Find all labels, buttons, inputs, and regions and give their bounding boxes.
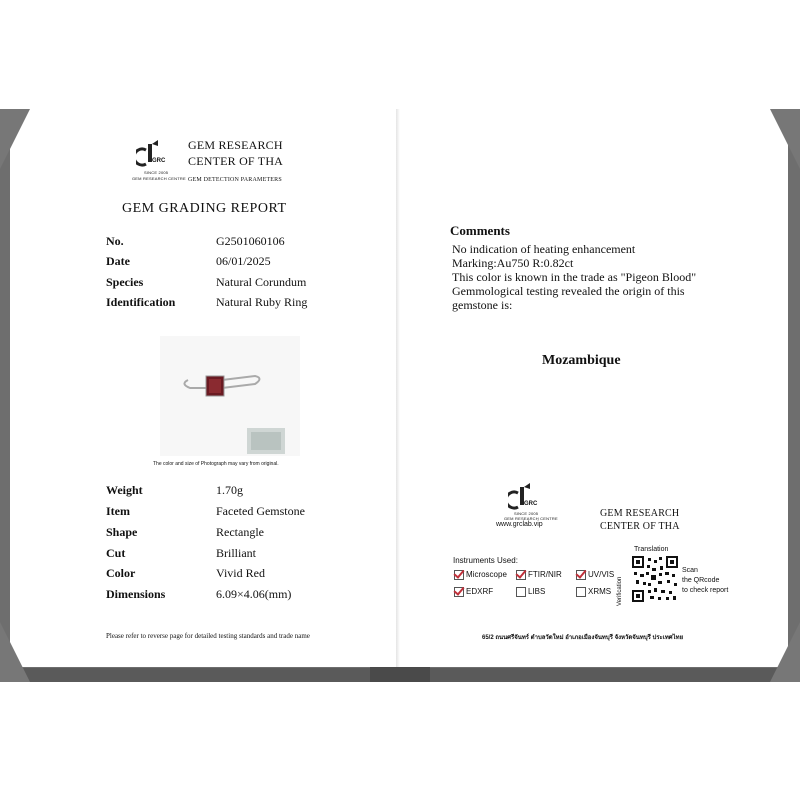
instrument-label: EDXRF — [466, 587, 494, 596]
org-name-line2: CENTER OF THA — [188, 154, 284, 168]
org-subtitle: GEM DETECTION PARAMETERS — [188, 177, 282, 183]
instruments-title: Instruments Used: — [453, 556, 518, 565]
corner-top-right — [770, 109, 800, 169]
checkbox-xrms — [576, 587, 586, 597]
qr-code[interactable] — [632, 556, 678, 602]
website[interactable]: www.grclab.vip — [496, 521, 543, 528]
qr-scan-line: Scan — [682, 567, 698, 574]
ring-image — [160, 336, 300, 456]
field-label-weight: Weight — [106, 483, 143, 497]
qr-translation-label: Translation — [634, 546, 669, 553]
field-value-no: G2501060106 — [216, 234, 285, 248]
qr-verification-label: Verification — [617, 576, 623, 606]
field-label-dimensions: Dimensions — [106, 587, 166, 601]
field-label-date: Date — [106, 254, 130, 268]
instrument-label: UV/VIS — [588, 570, 615, 579]
comment-line: This color is known in the trade as "Pigeon Blood" — [452, 270, 697, 284]
field-value-identification: Natural Ruby Ring — [216, 295, 308, 309]
report-title: GEM GRADING REPORT — [122, 201, 287, 216]
comment-line: Gemmological testing revealed the origin of this — [452, 284, 685, 298]
grc-logo-icon — [136, 140, 176, 170]
field-value-cut: Brilliant — [216, 546, 256, 560]
ring-photo — [160, 336, 300, 456]
origin-country: Mozambique — [542, 353, 621, 368]
instrument-label: FTIR/NIR — [528, 570, 562, 579]
field-value-weight: 1.70g — [216, 483, 243, 497]
comment-line: Marking:Au750 R:0.82ct — [452, 256, 574, 270]
grc-logo — [132, 140, 186, 182]
folder-spine — [370, 666, 430, 682]
field-label-item: Item — [106, 504, 130, 518]
checkbox-ftir — [516, 570, 526, 580]
org-name-line2: CENTER OF THA — [600, 521, 680, 532]
field-value-species: Natural Corundum — [216, 275, 307, 289]
qr-scan-line: to check report — [682, 587, 729, 594]
field-label-shape: Shape — [106, 525, 138, 539]
checkbox-libs — [516, 587, 526, 597]
instrument-label: XRMS — [588, 587, 612, 596]
right-page — [400, 109, 788, 667]
field-label-species: Species — [106, 275, 144, 289]
instrument-label: LIBS — [528, 587, 546, 596]
photo-caption: The color and size of Photograph may vary from original. — [153, 461, 279, 467]
logo-since: SINCE 2005 — [514, 511, 539, 516]
checkbox-microscope — [454, 570, 464, 580]
comment-line: gemstone is: — [452, 298, 513, 312]
field-label-cut: Cut — [106, 546, 126, 560]
comment-line: No indication of heating enhancement — [452, 242, 636, 256]
qr-code-icon — [632, 556, 678, 602]
footer-note: Please refer to reverse page for detailed testing standards and trade name — [106, 632, 310, 640]
org-name-line1: GEM RESEARCH — [188, 138, 283, 152]
logo-centre: GEM RESEARCH CENTRE — [504, 516, 558, 521]
field-value-color: Vivid Red — [216, 566, 265, 580]
corner-top-left — [0, 109, 30, 169]
field-value-shape: Rectangle — [216, 525, 264, 539]
corner-bottom-right — [770, 622, 800, 682]
page-fold — [396, 109, 400, 667]
field-value-item: Faceted Gemstone — [216, 504, 305, 518]
logo-text: GRC — [152, 158, 166, 164]
field-label-color: Color — [106, 566, 136, 580]
checkbox-edxrf — [454, 587, 464, 597]
field-label-no: No. — [106, 234, 124, 248]
grc-logo-icon — [508, 483, 548, 513]
field-value-date: 06/01/2025 — [216, 254, 271, 268]
comments-title: Comments — [450, 223, 510, 238]
checkbox-uvvis — [576, 570, 586, 580]
logo-since: SINCE 2005 — [144, 170, 169, 175]
qr-scan-line: the QRcode — [682, 577, 720, 584]
corner-bottom-left — [0, 622, 30, 682]
instrument-label: Microscope — [466, 570, 507, 579]
field-value-dimensions: 6.09×4.06(mm) — [216, 587, 292, 601]
org-name-line1: GEM RESEARCH — [600, 508, 680, 519]
field-label-identification: Identification — [106, 295, 176, 309]
address: 65/2 ถนนศรีจันทร์ ตำบลวัดใหม่ อำเภอเมืองจันทบุรี จังหวัดจันทบุรี ประเทศไทย — [482, 635, 684, 641]
logo-centre: GEM RESEARCH CENTRE — [132, 176, 186, 181]
logo-text: GRC — [524, 501, 538, 507]
